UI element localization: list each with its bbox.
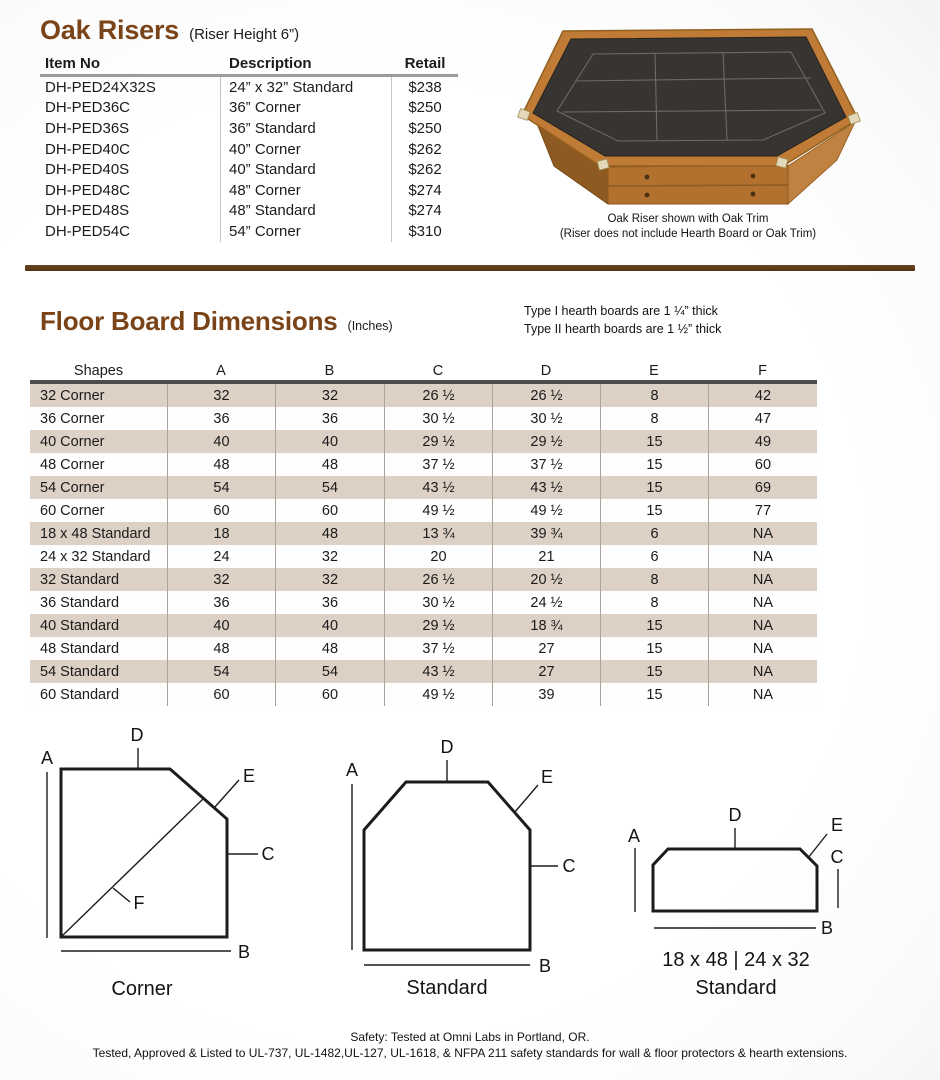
description-cell: 48” Standard (220, 201, 392, 222)
table-row (40, 159, 458, 180)
oak-riser-illustration (505, 26, 871, 206)
standard-shape-diagram (330, 720, 610, 1015)
dim-b-cell: 48 (275, 637, 384, 660)
screw (645, 175, 650, 180)
dim-d-cell: 39 ¾ (492, 522, 600, 545)
dim-b-cell: 40 (275, 614, 384, 637)
dim-f-cell: 47 (708, 407, 817, 430)
table-row (30, 568, 817, 591)
floor-board-title: Floor Board Dimensions (40, 306, 338, 336)
oak-risers-subtitle: (Riser Height 6”) (189, 26, 300, 43)
retail-cell: $250 (408, 99, 442, 117)
hearth-board-notes (524, 303, 721, 338)
description-cell: 36” Standard (220, 118, 392, 139)
note-type1: Type I hearth boards are 1 ¼” thick (524, 304, 718, 318)
dim-a-cell: 48 (167, 453, 275, 476)
shape-cell: 54 Corner (40, 479, 105, 496)
dim-b-cell: 54 (275, 660, 384, 683)
dim-c-cell: 13 ¾ (384, 522, 492, 545)
table-row (30, 476, 817, 499)
description-cell: 40” Standard (220, 159, 392, 180)
dim-e-cell: 15 (600, 637, 708, 660)
floor-board-header (40, 306, 393, 337)
screw (751, 192, 756, 197)
dim-e-cell: 15 (600, 499, 708, 522)
dim-a-cell: 60 (167, 499, 275, 522)
label-c: C (830, 847, 844, 867)
label-b: B (237, 942, 251, 962)
table-row (30, 384, 817, 407)
dim-e-cell: 15 (600, 683, 708, 706)
oak-risers-title: Oak Risers (40, 15, 180, 45)
retail-cell: $238 (408, 78, 442, 96)
small-standard-shape-diagram (610, 770, 930, 1015)
table-row (30, 591, 817, 614)
dim-d-cell: 20 ½ (492, 568, 600, 591)
shape-cell: 40 Corner (40, 433, 105, 450)
corner-diagram-caption: Corner (111, 978, 173, 1000)
dim-f-cell: NA (708, 660, 817, 683)
item-no-cell: DH-PED54C (45, 222, 131, 240)
table-row (30, 499, 817, 522)
dim-f-cell: NA (708, 614, 817, 637)
dim-b-cell: 60 (275, 499, 384, 522)
dim-b-cell: 60 (275, 683, 384, 706)
column-header-e: E (649, 362, 659, 379)
table-row (30, 407, 817, 430)
dim-e-cell: 15 (600, 453, 708, 476)
section-divider (25, 265, 915, 271)
table-row (40, 118, 458, 139)
label-c: C (261, 844, 275, 864)
dim-a-cell: 18 (167, 522, 275, 545)
dim-f-cell: NA (708, 545, 817, 568)
small-standard-caption: Standard (695, 977, 777, 999)
dim-e-cell: 8 (600, 568, 708, 591)
dim-a-cell: 40 (167, 430, 275, 453)
description-cell: 36” Corner (220, 98, 392, 119)
retail-cell: $262 (408, 140, 442, 158)
description-cell: 24” x 32” Standard (220, 77, 392, 98)
column-header-description: Description (229, 54, 312, 72)
hearth-board-top (533, 37, 846, 156)
shape-cell: 18 x 48 Standard (40, 525, 151, 542)
shape-cell: 60 Standard (40, 686, 120, 703)
corner-bracket (597, 159, 609, 170)
dim-d-cell: 27 (492, 660, 600, 683)
dim-c-cell: 20 (384, 545, 492, 568)
table-row (30, 637, 817, 660)
dim-c-cell: 30 ½ (384, 407, 492, 430)
dim-f-cell: NA (708, 637, 817, 660)
retail-cell: $274 (408, 181, 442, 199)
dim-a-cell: 40 (167, 614, 275, 637)
shape-cell: 36 Corner (40, 410, 105, 427)
label-d: D (440, 737, 454, 757)
dim-a-cell: 54 (167, 476, 275, 499)
floor-board-subtitle: (Inches) (347, 319, 393, 333)
dim-d-cell: 30 ½ (492, 407, 600, 430)
label-b: B (820, 918, 834, 938)
shape-cell: 48 Standard (40, 640, 120, 657)
dim-a-cell: 48 (167, 637, 275, 660)
shape-cell: 32 Corner (40, 387, 105, 404)
dim-e-cell: 8 (600, 384, 708, 407)
dim-c-cell: 26 ½ (384, 384, 492, 407)
table-row (30, 430, 817, 453)
dim-f-cell: 69 (708, 476, 817, 499)
dim-d-cell: 29 ½ (492, 430, 600, 453)
label-a: A (627, 826, 641, 846)
oak-risers-header (40, 15, 299, 46)
oak-riser-photo (505, 26, 871, 211)
dim-tick-f (113, 888, 130, 902)
corner-shape-diagram (25, 710, 325, 1015)
table-row (40, 180, 458, 201)
floor-table-header-row (30, 361, 817, 384)
dim-b-cell: 32 (275, 384, 384, 407)
screw (645, 193, 650, 198)
dim-d-cell: 37 ½ (492, 453, 600, 476)
item-no-cell: DH-PED40S (45, 161, 130, 179)
table-row (40, 221, 458, 242)
safety-line2: Tested, Approved & Listed to UL-737, UL-1482,UL-127, UL-1618, & NFPA 211 safety standards for wall & floor protectors & hearth extensions. (92, 1046, 848, 1060)
dim-d-cell: 39 (492, 683, 600, 706)
retail-cell: $262 (408, 161, 442, 179)
dim-line-e (514, 785, 538, 813)
dim-c-cell: 37 ½ (384, 453, 492, 476)
dim-d-cell: 18 ¾ (492, 614, 600, 637)
table-row (40, 77, 458, 98)
dim-c-cell: 29 ½ (384, 614, 492, 637)
description-cell: 40” Corner (220, 139, 392, 160)
item-no-cell: DH-PED48S (45, 202, 130, 220)
table-row (30, 614, 817, 637)
column-header-f: F (758, 362, 767, 379)
column-header-shapes: Shapes (73, 362, 124, 379)
dim-e-cell: 8 (600, 591, 708, 614)
dim-b-cell: 36 (275, 407, 384, 430)
retail-cell: $274 (408, 202, 442, 220)
dim-a-cell: 54 (167, 660, 275, 683)
dim-f-cell: 60 (708, 453, 817, 476)
standard-diagram-caption: Standard (406, 977, 488, 999)
dim-c-cell: 26 ½ (384, 568, 492, 591)
item-no-cell: DH-PED36S (45, 119, 130, 137)
table-row (40, 139, 458, 160)
dim-b-cell: 48 (275, 453, 384, 476)
dim-d-cell: 27 (492, 637, 600, 660)
table-row (40, 201, 458, 222)
dim-d-cell: 21 (492, 545, 600, 568)
shape-cell: 60 Corner (40, 502, 105, 519)
dim-c-cell: 43 ½ (384, 660, 492, 683)
column-header-b: B (324, 362, 335, 379)
dim-f-cell: 42 (708, 384, 817, 407)
dim-line-e (214, 780, 239, 808)
dim-e-cell: 15 (600, 614, 708, 637)
item-no-cell: DH-PED24X32S (45, 78, 156, 96)
dim-c-cell: 49 ½ (384, 499, 492, 522)
dim-f-cell: 49 (708, 430, 817, 453)
dim-b-cell: 40 (275, 430, 384, 453)
label-a: A (40, 748, 54, 768)
dim-c-cell: 30 ½ (384, 591, 492, 614)
item-no-cell: DH-PED36C (45, 99, 131, 117)
dim-d-cell: 43 ½ (492, 476, 600, 499)
floor-board-table (30, 361, 817, 706)
label-e: E (540, 767, 554, 787)
shape-cell: 48 Corner (40, 456, 105, 473)
column-header-retail: Retail (404, 54, 446, 72)
label-f: F (133, 893, 145, 913)
dim-a-cell: 36 (167, 591, 275, 614)
standard-shape-outline (364, 782, 530, 950)
label-d: D (728, 805, 742, 825)
column-header-a: A (216, 362, 226, 379)
dim-c-cell: 37 ½ (384, 637, 492, 660)
dim-f-cell: 77 (708, 499, 817, 522)
note-type2: Type II hearth boards are 1 ½” thick (524, 321, 722, 336)
shape-cell: 40 Standard (40, 617, 120, 634)
corner-bracket (776, 157, 788, 168)
item-no-cell: DH-PED40C (45, 140, 131, 158)
oak-table-header-row (40, 52, 458, 77)
table-row (30, 660, 817, 683)
table-row (30, 545, 817, 568)
dim-b-cell: 32 (275, 545, 384, 568)
oak-risers-table (40, 52, 458, 242)
safety-footer (0, 1029, 940, 1061)
table-row (40, 98, 458, 119)
dim-b-cell: 54 (275, 476, 384, 499)
dim-e-cell: 8 (600, 407, 708, 430)
dim-a-cell: 36 (167, 407, 275, 430)
dim-a-cell: 32 (167, 568, 275, 591)
screw (751, 174, 756, 179)
image-caption-line1: Oak Riser shown with Oak Trim (607, 213, 769, 225)
small-standard-outline (653, 849, 817, 911)
dim-e-cell: 15 (600, 476, 708, 499)
label-d: D (130, 725, 144, 745)
dim-c-cell: 49 ½ (384, 683, 492, 706)
shape-cell: 32 Standard (40, 571, 120, 588)
dim-a-cell: 60 (167, 683, 275, 706)
dim-d-cell: 24 ½ (492, 591, 600, 614)
dim-d-cell: 49 ½ (492, 499, 600, 522)
dim-a-cell: 32 (167, 384, 275, 407)
dim-e-cell: 6 (600, 545, 708, 568)
retail-cell: $310 (408, 222, 442, 240)
shape-cell: 24 x 32 Standard (40, 548, 151, 565)
shape-cell: 54 Standard (40, 663, 120, 680)
shape-cell: 36 Standard (40, 594, 120, 611)
dim-f-cell: NA (708, 591, 817, 614)
dim-line-e (808, 834, 827, 858)
dim-e-cell: 6 (600, 522, 708, 545)
dim-d-cell: 26 ½ (492, 384, 600, 407)
dim-f-cell: NA (708, 568, 817, 591)
table-row (30, 683, 817, 706)
dim-e-cell: 15 (600, 660, 708, 683)
item-no-cell: DH-PED48C (45, 181, 131, 199)
safety-line1: Safety: Tested at Omni Labs in Portland, OR. (350, 1030, 590, 1044)
image-caption-line2: (Riser does not include Hearth Board or Oak Trim) (559, 228, 817, 240)
dim-c-cell: 43 ½ (384, 476, 492, 499)
label-c: C (562, 856, 576, 876)
column-header-d: D (540, 362, 552, 379)
dim-e-cell: 15 (600, 430, 708, 453)
dim-b-cell: 32 (275, 568, 384, 591)
column-header-c: C (432, 362, 444, 379)
column-header-item-no: Item No (45, 54, 101, 72)
dim-f-cell: NA (708, 683, 817, 706)
dim-b-cell: 36 (275, 591, 384, 614)
table-row (30, 522, 817, 545)
table-row (30, 453, 817, 476)
plank-seam (608, 185, 788, 186)
label-b: B (538, 956, 552, 976)
label-a: A (345, 760, 359, 780)
dim-a-cell: 24 (167, 545, 275, 568)
dim-b-cell: 48 (275, 522, 384, 545)
label-e: E (242, 766, 256, 786)
diagonal-f-line (61, 799, 203, 937)
description-cell: 48” Corner (220, 180, 392, 201)
retail-cell: $250 (408, 119, 442, 137)
description-cell: 54” Corner (220, 221, 392, 242)
small-standard-sizes: 18 x 48 | 24 x 32 (662, 949, 810, 971)
dim-c-cell: 29 ½ (384, 430, 492, 453)
label-e: E (830, 815, 844, 835)
dim-f-cell: NA (708, 522, 817, 545)
